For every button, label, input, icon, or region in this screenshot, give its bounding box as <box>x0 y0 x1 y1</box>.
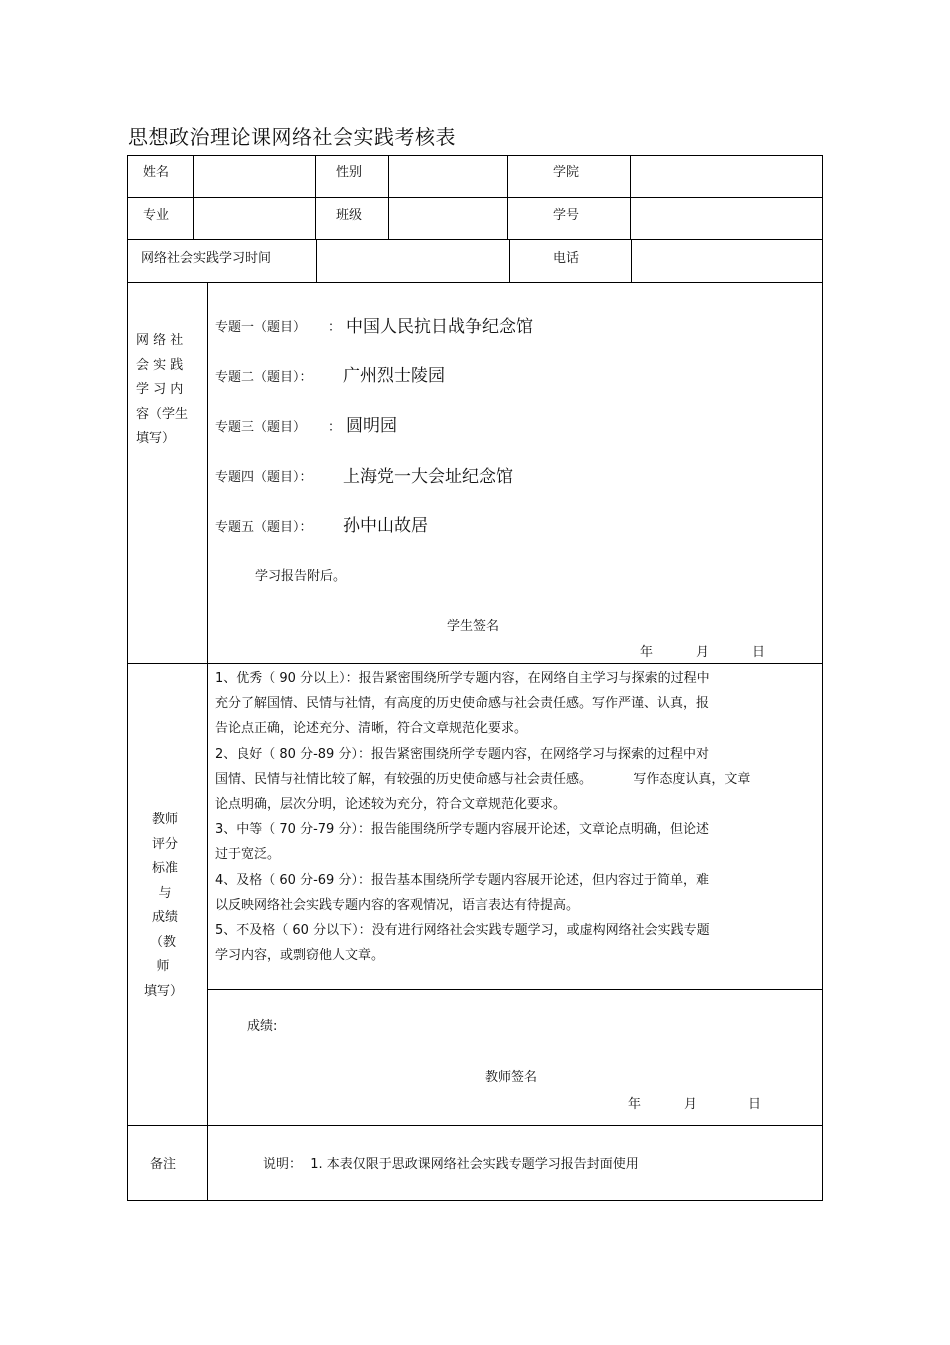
criteria-line: 告论点正确，论述充分、清晰，符合文章规范化要求。 <box>215 721 528 737</box>
criteria-line: 1、优秀（ 90 分以上）：报告紧密围绕所学专题内容，在网络自主学习与探索的过程中 <box>215 671 710 686</box>
label-line: 学 习 内 <box>136 382 184 397</box>
label-line: 成绩 <box>151 910 178 925</box>
teacher-date-month: 月 <box>684 1097 698 1112</box>
label-line: 与 <box>158 885 172 901</box>
student-id-label: 学号 <box>553 208 580 223</box>
table-border-right <box>822 155 823 1201</box>
class-label: 班级 <box>336 208 363 223</box>
teacher-section-label <box>144 808 184 1004</box>
topic-2-value[interactable]: 广州烈士陵园 <box>343 366 445 386</box>
criteria-line: 国情、民情与社情比较了解，有较强的历史使命感与社会责任感。 写作态度认真，文章 <box>215 771 751 787</box>
column-divider <box>207 282 208 1201</box>
column-divider <box>507 155 508 240</box>
class-field[interactable] <box>389 198 507 239</box>
gender-field[interactable] <box>389 156 507 197</box>
report-note: 学习报告附后。 <box>255 569 347 584</box>
row-divider <box>127 282 823 283</box>
remarks-note: 说明： 1. 本表仅限于思政课网络社会实践专题学习报告封面使用 <box>263 1157 639 1172</box>
topic-1-separator: ： <box>328 320 342 335</box>
topic-2-label: 专题二（题目）： <box>215 370 313 385</box>
student-id-field[interactable] <box>631 198 822 239</box>
student-date-month: 月 <box>696 645 710 660</box>
criteria-line: 过于宽泛。 <box>215 847 281 863</box>
teacher-signature-label: 教师签名 <box>485 1070 538 1085</box>
topic-5-label: 专题五（题目）： <box>215 520 313 535</box>
label-line: 网 络 社 <box>136 333 184 348</box>
criteria-line: 学习内容，或剽窃他人文章。 <box>215 948 385 964</box>
topic-3-label: 专题三（题目） <box>215 420 307 435</box>
topic-3-separator: ： <box>328 420 342 435</box>
label-line: 填写） <box>144 983 184 999</box>
content-section-label <box>136 329 188 452</box>
criteria-line: 3、中等（ 70 分-79 分）：报告能围绕所学专题内容展开论述，文章论点明确，但论述 <box>215 822 709 838</box>
phone-label: 电话 <box>553 251 580 266</box>
row-divider <box>127 1125 823 1126</box>
student-date-year: 年 <box>640 645 654 660</box>
row-divider <box>127 663 823 664</box>
topic-1-label: 专题一（题目） <box>215 320 307 335</box>
criteria-line: 以反映网络社会实践专题内容的客观情况，语言表达有待提高。 <box>215 897 580 913</box>
label-line: 容（学生 <box>136 406 189 422</box>
teacher-date-day: 日 <box>748 1097 762 1112</box>
college-field[interactable] <box>631 156 822 197</box>
college-label: 学院 <box>553 165 580 180</box>
label-line: 填写） <box>136 431 176 446</box>
criteria-line: 充分了解国情、民情与社情，有高度的历史使命感与社会责任感。写作严谨、认真，报 <box>215 696 710 712</box>
major-label: 专业 <box>143 208 170 223</box>
column-divider <box>315 155 316 240</box>
label-line: 会 实 践 <box>136 357 184 373</box>
label-line: 评分 <box>151 836 178 852</box>
score-field[interactable] <box>290 1010 590 1038</box>
name-field[interactable] <box>194 156 315 197</box>
criteria-line: 2、良好（ 80 分-89 分）：报告紧密围绕所学专题内容，在网络学习与探索的过程中对 <box>215 746 709 762</box>
label-line: 标准 <box>151 861 178 876</box>
practice-time-field[interactable] <box>317 240 509 282</box>
table-border-left <box>127 155 128 1201</box>
teacher-date-year: 年 <box>628 1097 642 1112</box>
topic-4-label: 专题四（题目）： <box>215 470 313 485</box>
row-divider <box>207 989 823 990</box>
criteria-line: 论点明确，层次分明，论述较为充分，符合文章规范化要求。 <box>215 796 567 812</box>
topic-5-value[interactable]: 孙中山故居 <box>343 516 428 536</box>
topic-3-value[interactable]: 圆明园 <box>346 416 397 436</box>
criteria-line: 4、及格（ 60 分-69 分）：报告基本围绕所学专题内容展开论述，但内容过于简单，难 <box>215 872 709 888</box>
remarks-label: 备注 <box>150 1157 177 1172</box>
page-title: 思想政治理论课网络社会实践考核表 <box>128 125 456 149</box>
phone-field[interactable] <box>632 240 822 282</box>
topic-4-value[interactable]: 上海党一大会址纪念馆 <box>343 467 513 487</box>
student-signature-label: 学生签名 <box>447 619 500 634</box>
practice-time-label: 网络社会实践学习时间 <box>141 251 272 266</box>
score-label: 成绩: <box>247 1019 278 1034</box>
topic-1-value[interactable]: 中国人民抗日战争纪念馆 <box>346 317 533 337</box>
major-field[interactable] <box>194 198 315 239</box>
name-label: 姓名 <box>143 165 170 180</box>
table-border-bottom <box>127 1200 823 1201</box>
column-divider <box>509 239 510 283</box>
label-line: （教师 <box>149 934 176 974</box>
label-line: 教师 <box>151 812 178 827</box>
grading-criteria <box>215 666 750 968</box>
student-date-day: 日 <box>752 645 766 660</box>
gender-label: 性别 <box>336 165 363 180</box>
criteria-line: 5、不及格（ 60 分以下）：没有进行网络社会实践专题学习，或虚构网络社会实践专题 <box>215 922 710 938</box>
